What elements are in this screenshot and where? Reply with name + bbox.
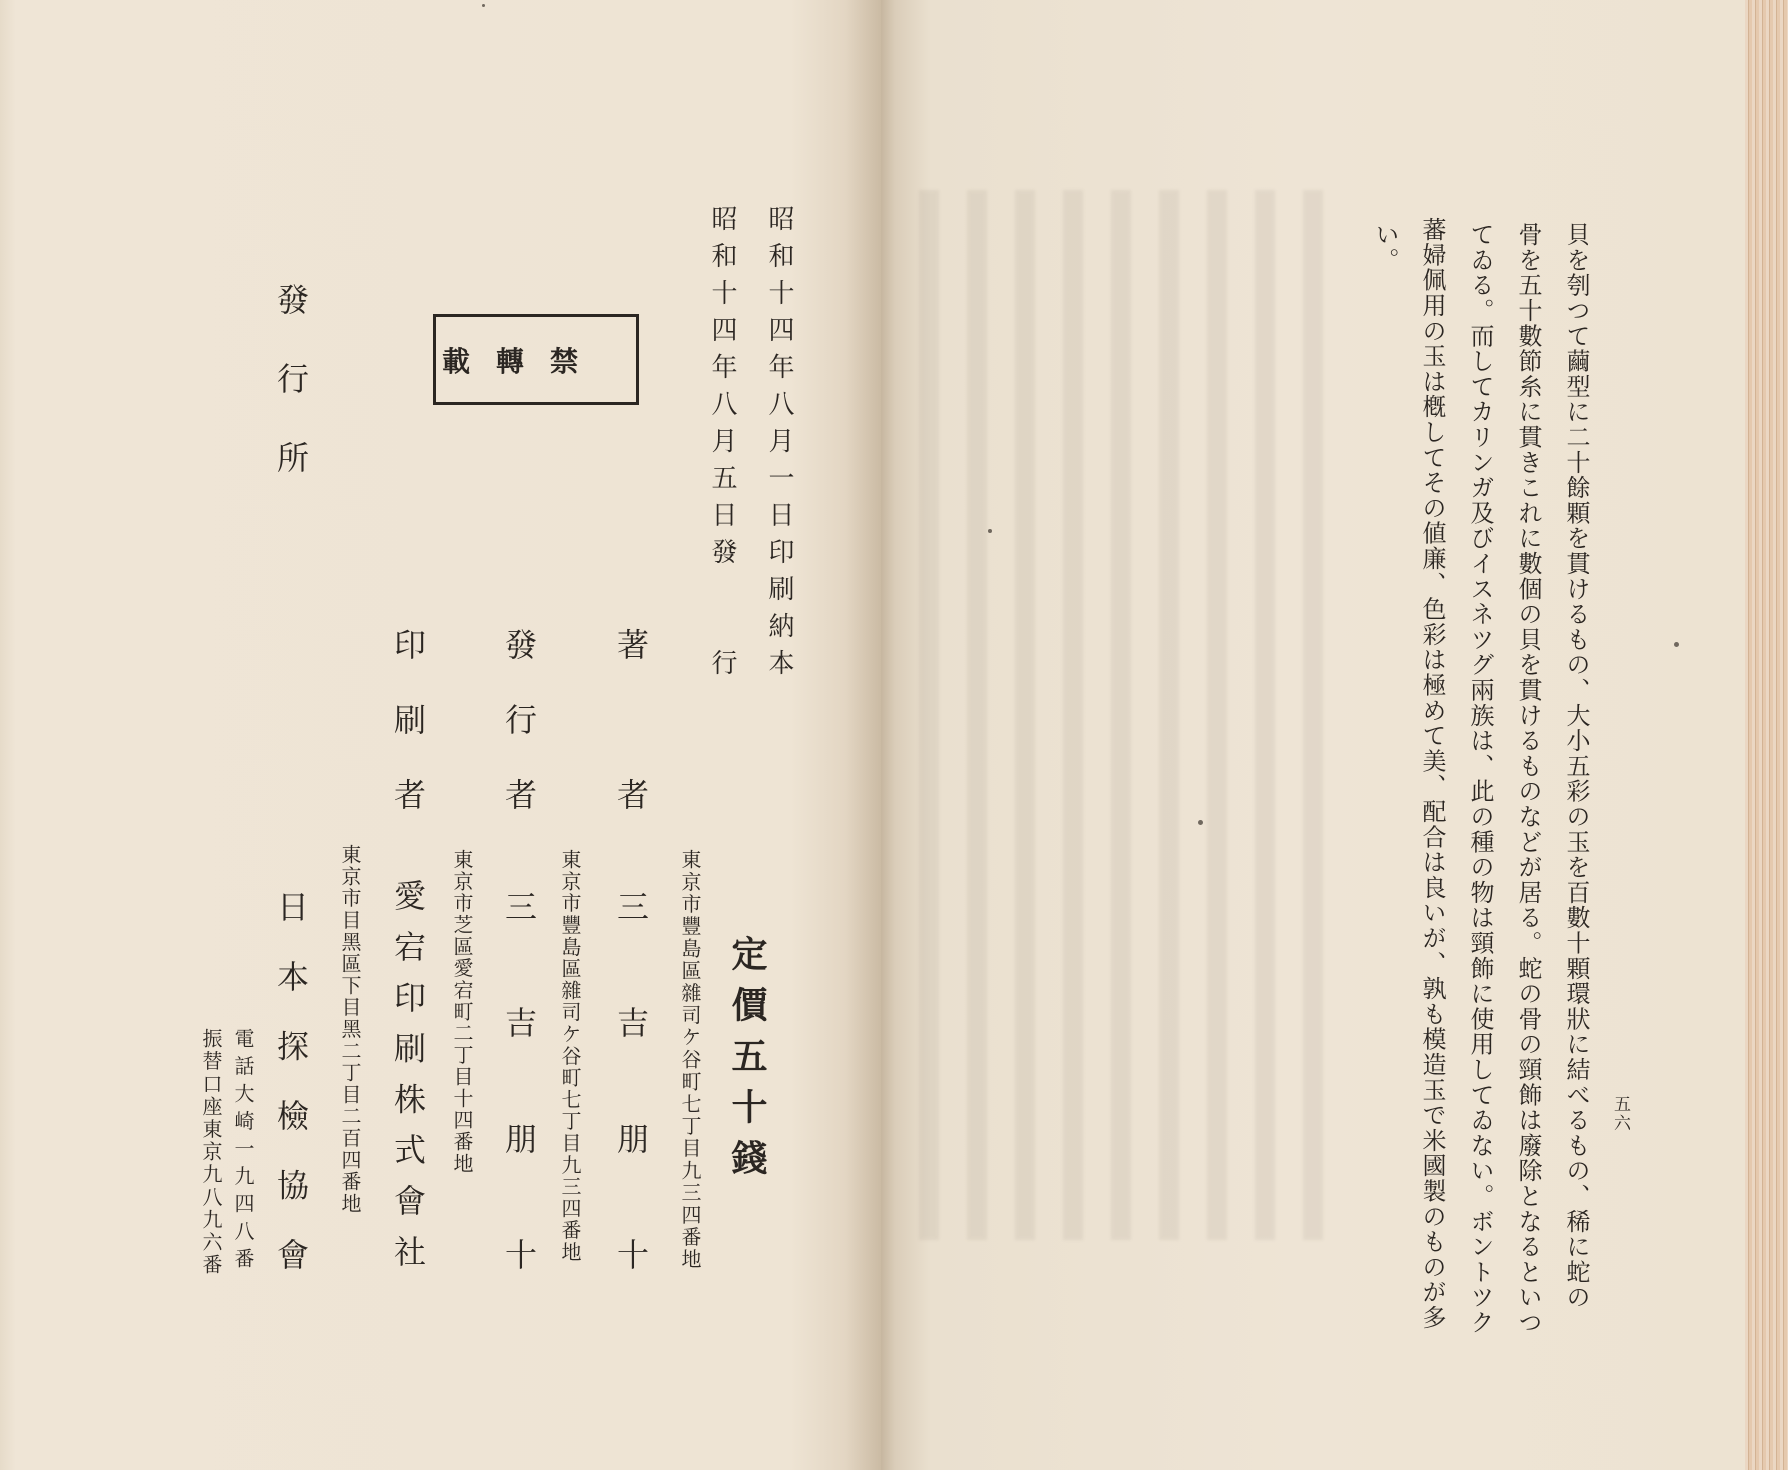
print-date: 昭和十四年八月一日印刷納本 <box>764 205 794 686</box>
publisher-address: 東京市豐島區雜司ケ谷町七丁目九三四番地 <box>558 849 582 1264</box>
paper-speck <box>1674 642 1679 647</box>
text-column-5: い。 <box>1371 222 1399 273</box>
price: 定價五十錢 <box>726 935 768 1190</box>
publishing-house-phone: 電話大崎一九四八番 <box>231 1028 255 1276</box>
paper-speck <box>988 529 992 533</box>
publishing-house-address: 東京市目黑區下目黑二丁目二百四番地 <box>338 844 362 1215</box>
bleed-through-texture <box>905 190 1345 1240</box>
reprint-prohibited-label: 禁轉載 <box>441 344 604 378</box>
page-number: 五六 <box>1610 1095 1630 1133</box>
author-role: 著者 <box>612 628 650 928</box>
author-address: 東京市豐島區雜司ケ谷町七丁目九三四番地 <box>678 849 702 1271</box>
printer-name: 愛宕印刷株式會社 <box>389 879 427 1286</box>
printer-role: 印刷者 <box>389 628 427 853</box>
paper-speck <box>1198 820 1203 825</box>
text-column-2: 骨を五十數節糸に貫きこれに數個の貝を貫けるものなどが居る。蛇の骨の頸飾は廢除となるといつ <box>1514 222 1542 1336</box>
text-column-4: 蕃婦佩用の玉は槪してその値廉、色彩は極めて美、配合は良いが、孰も模造玉で米國製のものが多 <box>1418 217 1446 1331</box>
author-name: 三吉朋十 <box>612 890 650 1354</box>
text-column-1: 貝を刳つて繭型に二十餘顆を貫けるもの、大小五彩の玉を百數十顆環狀に結べるもの、稀に蛇の <box>1562 222 1590 1310</box>
text-column-3: てゐる。而してカリンガ及びイスネツグ兩族は、此の種の物は頸飾に使用してゐない。ボントツク <box>1466 222 1494 1336</box>
publisher-role: 發行者 <box>500 628 538 853</box>
reprint-prohibited-box <box>433 314 639 405</box>
issue-date: 昭和十四年八月五日發 行 <box>707 205 737 686</box>
publishing-house-name: 日本探檢協會 <box>272 890 310 1308</box>
publisher-name: 三吉朋十 <box>500 890 538 1354</box>
page-stack-edges <box>1745 0 1788 1470</box>
paper-speck <box>482 4 485 7</box>
publishing-house-role: 發行所 <box>272 283 310 520</box>
printer-address: 東京市芝區愛宕町二丁目十四番地 <box>450 849 474 1175</box>
publishing-house-transfer-account: 振替口座東京九八九六番 <box>199 1028 223 1277</box>
left-page-colophon <box>0 0 881 1470</box>
